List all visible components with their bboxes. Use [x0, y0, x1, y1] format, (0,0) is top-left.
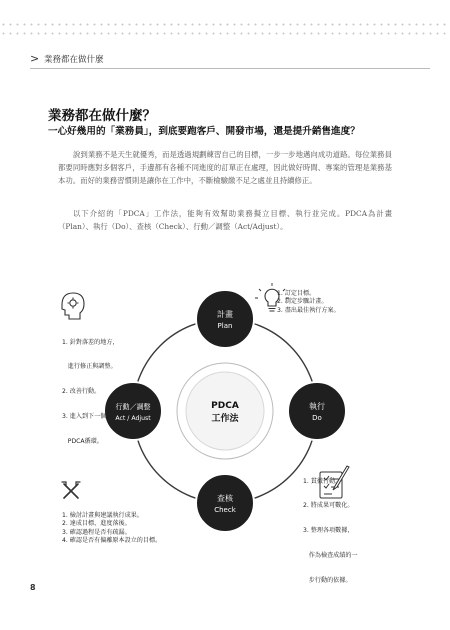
list-item: 步行動的依據。 [303, 577, 352, 585]
act-list [62, 322, 119, 455]
head-gear-icon [62, 293, 84, 319]
plan-node [196, 290, 254, 348]
page-title: 業務都在做什麼？ [48, 108, 156, 124]
list-item: 2. 達成目標，進度落後。 [62, 520, 131, 528]
pdca-paragraph: 以下介紹的「PDCA」工作法，能夠有效幫助業務擬立目標、執行並完成。PDCA為計畫（Plan）、執行（Do）、查核（Check）、行動／調整（Act/Adjust）。 [58, 209, 392, 232]
intro-paragraph: 說到業務不是天生就優秀，而是透過規劃練習自己的目標，一步一步地邁向成功道路。每位業務員都要同時應對多個客戶，手邊都有各種不同進度的訂單正在處理，因此做好時間、專案的管理是業務基本功。而好的業務習慣則是讓你在工作中，不斷檢驗繳不足之處並且持續修正。 [58, 150, 392, 186]
plan-node-title: 計畫 [217, 310, 233, 319]
list-item: PDCA循環。 [62, 438, 103, 446]
page-number: 8 [30, 583, 36, 592]
plan-list [277, 290, 340, 315]
list-item: 1. 針對落差的地方， [62, 338, 119, 346]
do-node-title: 執行 [309, 402, 325, 411]
list-item: 作為檢查成績的一 [303, 552, 358, 560]
list-item: 1. 訂定目標。 [277, 290, 316, 297]
list-item: 進行修正與調整。 [62, 363, 117, 371]
do-node [288, 382, 346, 440]
list-item: 2. 改善行動。 [62, 388, 101, 396]
check-list [62, 512, 161, 545]
check-node-sub: Check [214, 506, 236, 514]
chevron-right-icon: > [30, 52, 40, 65]
list-item: 3. 盡出最佳執行方案。 [277, 306, 340, 314]
list-item: 2. 制定步驟計畫。 [277, 298, 328, 306]
center-circle-inner [186, 372, 264, 450]
list-item: 1. 檢討計畫與建議執行成果。 [62, 512, 143, 519]
list-item: 3. 整理各項數據， [303, 527, 354, 535]
act-node-sub: Act / Adjust [115, 415, 151, 422]
list-item: 2. 將成果可數化。 [303, 502, 354, 510]
list-item: 4. 確認是否有偏離原本設立的目標。 [62, 536, 162, 544]
act-node-title: 行動／調整 [115, 403, 151, 411]
page-subtitle: 一心好幾用的「業務員」，到底要跑客戶、開發市場，還是提升銷售進度？ [48, 126, 360, 137]
do-list [303, 461, 358, 594]
list-item: 1. 貫徹行動。 [303, 477, 342, 485]
check-node-title: 查核 [217, 494, 233, 503]
center-label-method: 工作法 [211, 414, 239, 424]
check-node [196, 474, 254, 532]
center-label-pdca: PDCA [211, 401, 239, 411]
tools-icon [62, 482, 80, 498]
list-item: 3. 進入到下一個 [62, 413, 107, 421]
do-node-sub: Do [312, 414, 322, 422]
plan-node-sub: Plan [217, 322, 233, 330]
list-item: 3. 確認過程是否有疏漏。 [62, 528, 131, 536]
section-header-label: 業務都在做什麼 [44, 55, 104, 65]
